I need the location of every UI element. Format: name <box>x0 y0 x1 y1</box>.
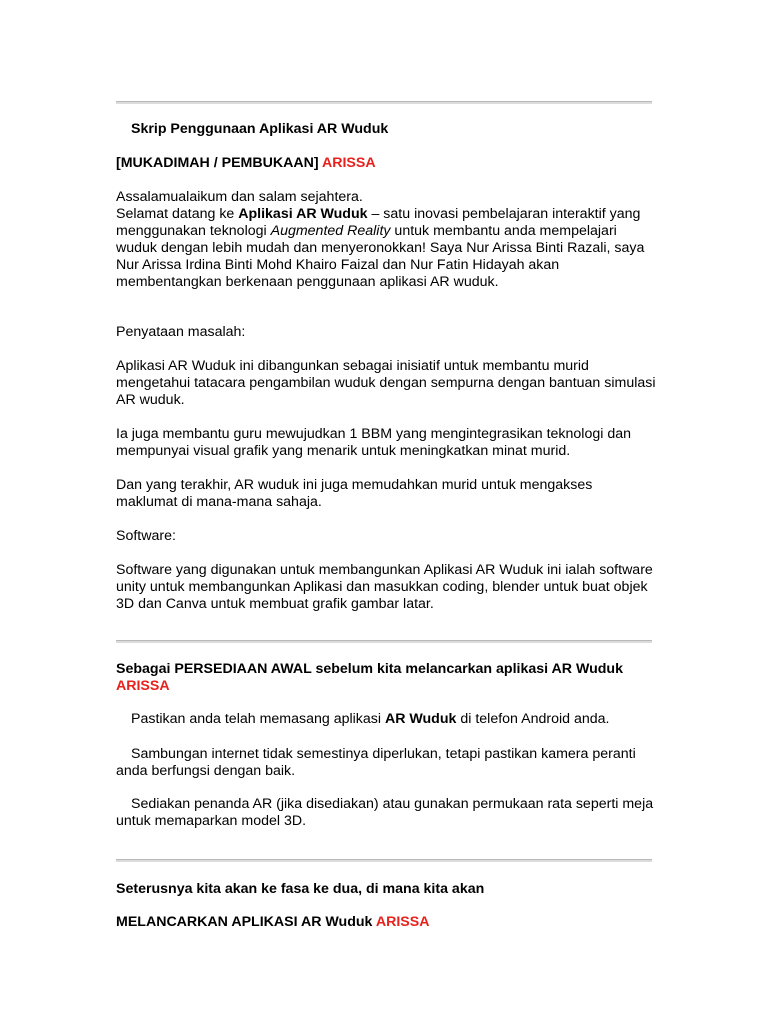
welcome-text: – satu inovasi pembelajaran interaktif yang menggunakan teknologi <box>116 206 641 239</box>
problem-paragraph-2: Ia juga membantu guru mewujudkan 1 BBM yang mengintegrasikan teknologi dan mempunyai visual grafik yang menarik untuk meningkatkan minat murid. <box>116 426 632 459</box>
preparation-step-2 <box>116 746 656 780</box>
preparation-step-3 <box>116 796 656 830</box>
software-paragraph: Software yang digunakan untuk membangunkan Aplikasi AR Wuduk ini ialah software unity untuk membangunkan Aplikasi dan masukkan coding, blender untuk buat objek 3D dan Canva untuk membuat grafik gambar latar. <box>116 562 653 612</box>
step-text: di telefon Android anda. <box>456 711 610 727</box>
app-name: AR Wuduk <box>384 711 457 727</box>
launch-heading-text: MELANCARKAN APLIKASI AR Wuduk <box>116 914 373 930</box>
opening-heading-text: [MUKADIMAH / PEMBUKAAN] <box>116 155 319 171</box>
welcome-text: Selamat datang ke <box>116 206 239 222</box>
presenter-name: ARISSA <box>375 914 430 930</box>
step-text: Pastikan anda telah memasang aplikasi <box>131 711 385 727</box>
launch-intro: Seterusnya kita akan ke fasa ke dua, di mana kita akan <box>116 881 485 897</box>
preparation-heading-text: Sebagai PERSEDIAAN AWAL sebelum kita melancarkan aplikasi AR Wuduk <box>116 661 623 677</box>
software-label: Software: <box>116 528 176 544</box>
problem-paragraph-1: Aplikasi AR Wuduk ini dibangunkan sebagai inisiatif untuk membantu murid mengetahui tatacara pengambilan wuduk dengan sempurna dengan bantuan simulasi AR wuduk. <box>116 358 656 408</box>
divider <box>116 101 652 104</box>
problem-label: Penyataan masalah: <box>116 324 246 340</box>
problem-paragraph-3: Dan yang terakhir, AR wuduk ini juga memudahkan murid untuk mengakses maklumat di mana-mana sahaja. <box>116 477 593 510</box>
preparation-step-1 <box>116 711 671 728</box>
greeting: Assalamualaikum dan salam sejahtera. <box>116 189 363 205</box>
script-title: Skrip Penggunaan Aplikasi AR Wuduk <box>131 121 389 137</box>
presenter-name: ARISSA <box>116 678 170 694</box>
app-name: Aplikasi AR Wuduk <box>238 206 368 222</box>
divider <box>116 640 652 643</box>
step-text: Sediakan penanda AR (jika disediakan) atau gunakan permukaan rata seperti meja untuk memaparkan model 3D. <box>116 796 654 829</box>
greeting-paragraph <box>116 189 656 291</box>
welcome-text: untuk membantu anda mempelajari wuduk dengan lebih mudah dan menyeronokkan! Saya Nur Arissa Binti Razali, saya Nur Arissa Irdina Binti Mohd Khairo Faizal dan Nur Fatin Hidayah akan membentangkan berkenaan penggunaan aplikasi AR wuduk. <box>116 223 645 290</box>
divider <box>116 859 652 862</box>
step-text: Sambungan internet tidak semestinya diperlukan, tetapi pastikan kamera peranti anda berfungsi dengan baik. <box>116 746 636 779</box>
technology-name: Augmented Reality <box>270 223 391 239</box>
launch-heading <box>116 914 656 931</box>
preparation-heading <box>116 661 656 695</box>
opening-heading <box>116 155 656 172</box>
presenter-name: ARISSA <box>321 155 376 171</box>
